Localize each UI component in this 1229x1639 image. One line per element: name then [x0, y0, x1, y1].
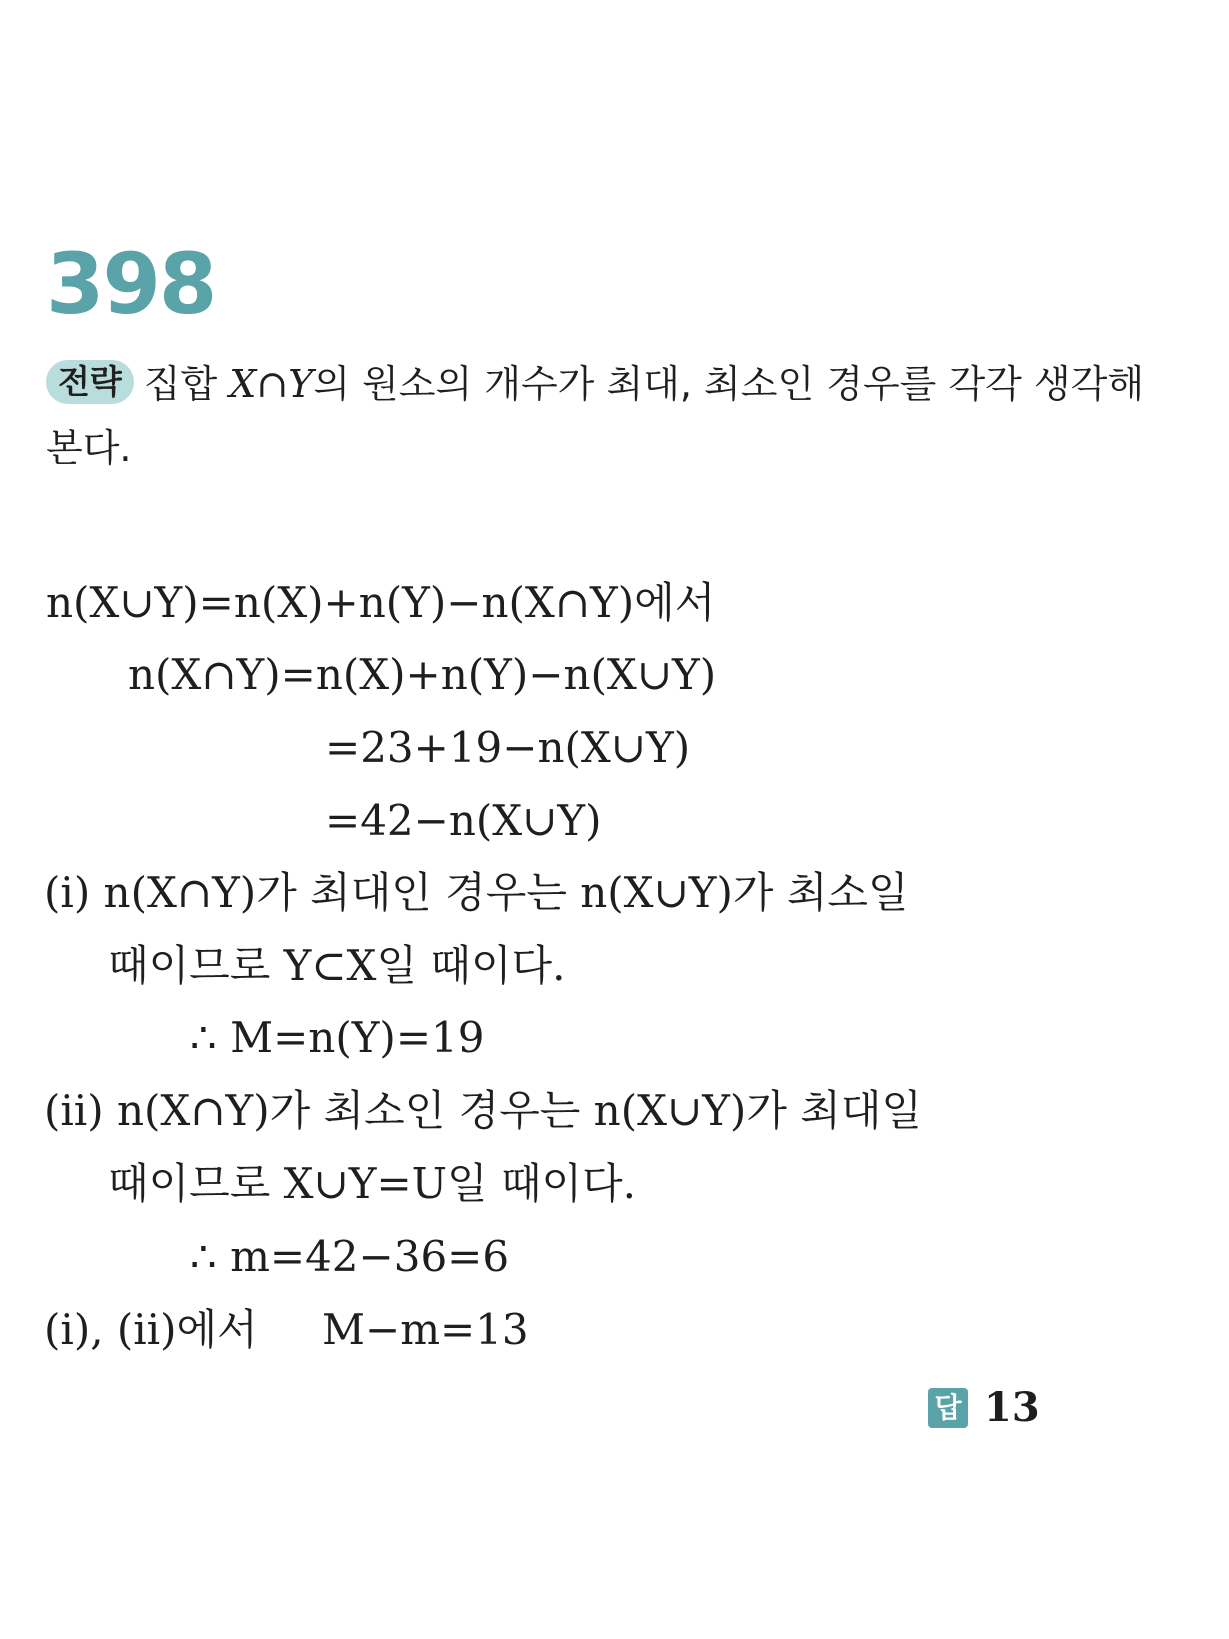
- case-2-line-1: (ⅱ) n(X∩Y)가 최소인 경우는 n(X∪Y)가 최대일: [44, 1086, 922, 1135]
- strategy-text-before: 집합: [143, 362, 218, 406]
- case-1-line-2: 때이므로 Y⊂X일 때이다.: [108, 941, 566, 990]
- conclusion-math: M−m=13: [322, 1305, 529, 1354]
- case-2-result: ∴ m=42−36=6: [190, 1232, 510, 1281]
- strategy-math: X∩Y: [229, 362, 314, 406]
- answer-label-badge: 답: [928, 1388, 968, 1428]
- equation-line-3: =23+19−n(X∪Y): [325, 723, 691, 772]
- problem-number: 398: [46, 235, 216, 333]
- conclusion-label: (ⅰ), (ⅱ)에서: [44, 1305, 258, 1354]
- strategy-tag: 전략: [46, 360, 134, 404]
- equation-line-4: =42−n(X∪Y): [325, 796, 602, 845]
- case-1-result: ∴ M=n(Y)=19: [190, 1013, 485, 1062]
- answer-value: 13: [984, 1384, 1040, 1431]
- strategy-hint: [46, 352, 1186, 480]
- equation-line-2: n(X∩Y)=n(X)+n(Y)−n(X∪Y): [128, 650, 717, 699]
- case-1-line-1: (ⅰ) n(X∩Y)가 최대인 경우는 n(X∪Y)가 최소일: [44, 868, 909, 917]
- strategy-text-after: 의 원소의 개수가 최대, 최소인 경우를 각각 생각해 본다.: [46, 362, 1145, 470]
- answer: [928, 1384, 1040, 1431]
- equation-line-1: n(X∪Y)=n(X)+n(Y)−n(X∩Y)에서: [46, 578, 716, 627]
- case-2-line-2: 때이므로 X∪Y=U일 때이다.: [108, 1159, 637, 1208]
